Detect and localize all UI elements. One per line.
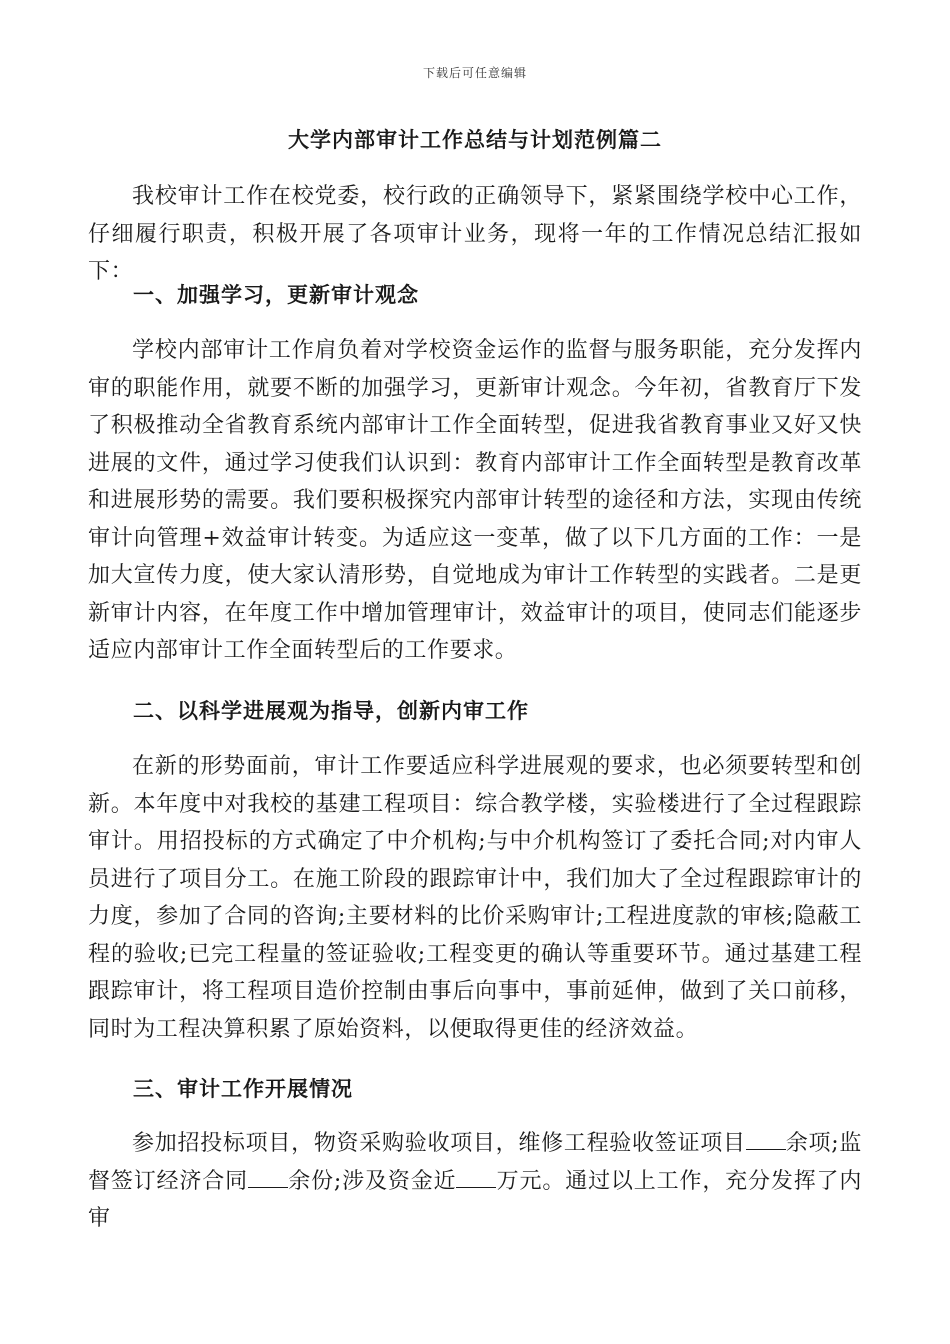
document-title: 大学内部审计工作总结与计划范例篇二 <box>288 127 662 152</box>
section-1-heading: 一、加强学习，更新审计观念 <box>133 282 419 307</box>
fill-in-blank <box>248 1167 288 1188</box>
header-note: 下载后可任意编辑 <box>422 66 527 80</box>
fill-in-blank <box>456 1167 496 1188</box>
section-3-heading: 三、审计工作开展情况 <box>133 1076 353 1101</box>
section-3-paragraph <box>88 1125 862 1238</box>
section-2-heading: 二、以科学进展观为指导，创新内审工作 <box>133 698 529 723</box>
fill-in-blank <box>746 1129 786 1150</box>
section-3-text-part-4: 万元。通过以上工作，充分发挥了内审 <box>88 1168 863 1231</box>
section-3-text-part-2: 余项;监督签订经济合同 <box>88 1131 863 1194</box>
intro-paragraph: 我校审计工作在校党委，校行政的正确领导下，紧紧围绕学校中心工作，仔细履行职责，积极开展了各项审计业务，现将一年的工作情况总结汇报如下： <box>88 184 862 284</box>
section-3-text-part-3: 余份;涉及资金近 <box>287 1168 457 1194</box>
section-3-text-part-1: 参加招投标项目，物资采购验收项目，维修工程验收签证项目 <box>132 1131 746 1156</box>
section-2-paragraph: 在新的形势面前，审计工作要适应科学进展观的要求，也必须要转型和创新。本年度中对我校的基建工程项目：综合教学楼，实验楼进行了全过程跟踪审计。用招投标的方式确定了中介机构;与中介机构签订了委托合同;对内审人员进行了项目分工。在施工阶段的跟踪审计中，我们加大了全过程跟踪审计的力度，参加了合同的咨询;主要材料的比价采购审计;工程进度款的审核;隐蔽工程的验收;已完工程量的签证验收;工程变更的确认等重要环节。通过基建工程跟踪审计，将工程项目造价控制由事后向事中，事前延伸，做到了关口前移，同时为工程决算积累了原始资料，以便取得更佳的经济效益。 <box>88 754 862 1042</box>
section-1-paragraph: 学校内部审计工作肩负着对学校资金运作的监督与服务职能，充分发挥内审的职能作用，就要不断的加强学习，更新审计观念。今年初，省教育厅下发了积极推动全省教育系统内部审计工作全面转型，促进我省教育事业又好又快进展的文件，通过学习使我们认识到：教育内部审计工作全面转型是教育改革和进展形势的需要。我们要积极探究内部审计转型的途径和方法，实现由传统审计向管理+效益审计转变。为适应这一变革，做了以下几方面的工作：一是加大宣传力度，使大家认清形势，自觉地成为审计工作转型的实践者。二是更新审计内容，在年度工作中增加管理审计，效益审计的项目，使同志们能逐步适应内部审计工作全面转型后的工作要求。 <box>88 338 862 663</box>
